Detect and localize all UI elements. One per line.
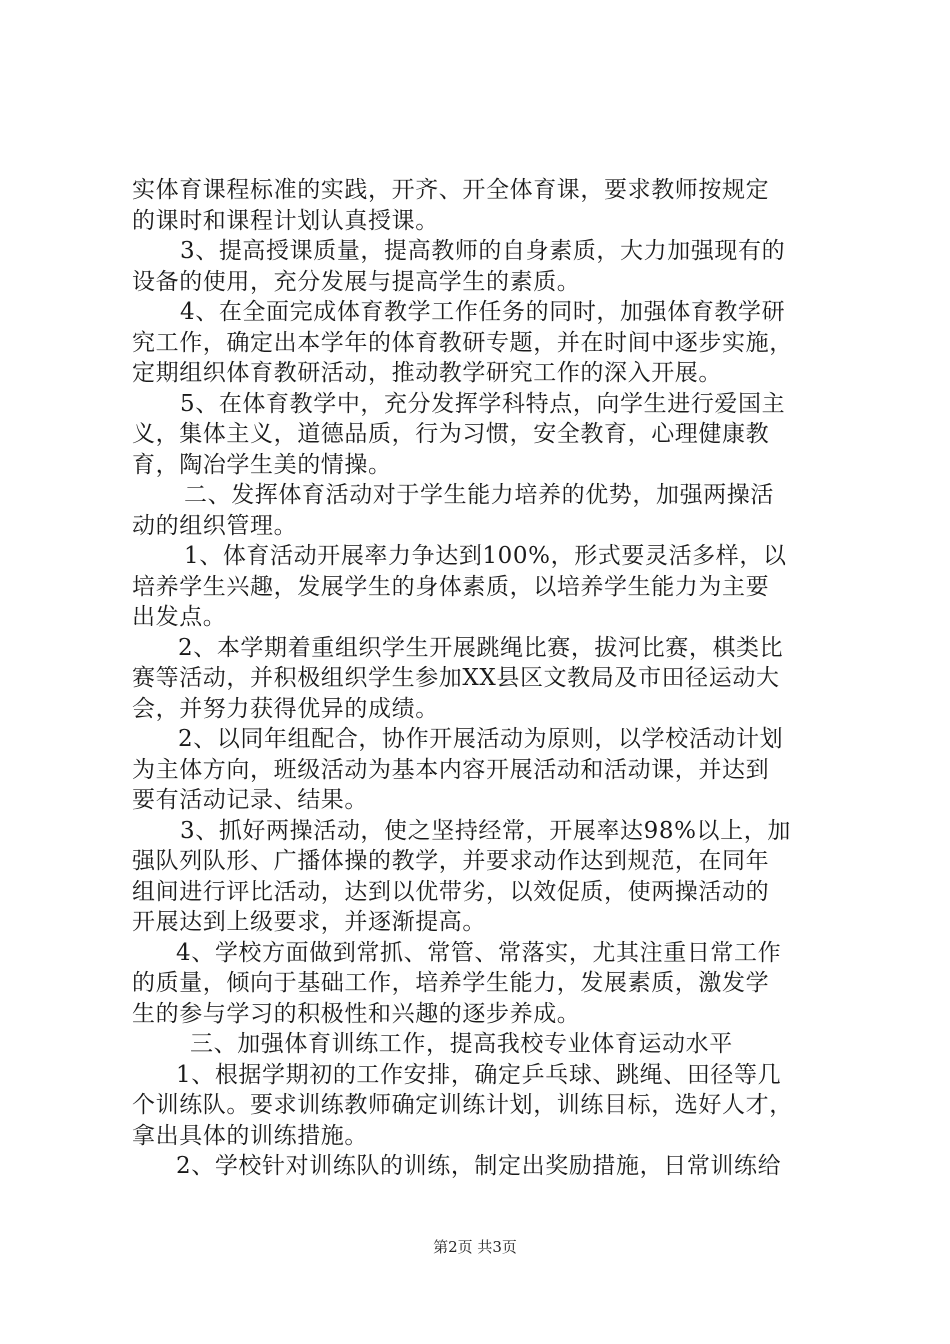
text-line: 究工作，确定出本学年的体育教研专题，并在时间中逐步实施，: [132, 329, 793, 356]
text-line: 的质量，倾向于基础工作，培养学生能力，发展素质，激发学: [132, 970, 770, 996]
text-line: 育，陶冶学生美的情操。: [132, 451, 392, 478]
text-line: 赛等活动，并积极组织学生参加XX县区文教局及市田径运动大: [132, 665, 780, 691]
text-line: 1、根据学期初的工作安排，确定乒乓球、跳绳、田径等几: [176, 1061, 782, 1088]
text-line: 1、体育活动开展率力争达到100%，形式要灵活多样，以: [184, 543, 787, 569]
text-line: 组间进行评比活动，达到以优带劣，以效促质，使两操活动的: [132, 878, 770, 905]
text-line: 拿出具体的训练措施。: [132, 1122, 368, 1149]
text-line: 出发点。: [132, 604, 227, 630]
text-line: 强队列队形、广播体操的教学，并要求动作达到规范，在同年: [132, 848, 770, 874]
text-line: 3、提高授课质量，提高教师的自身素质，大力加强现有的: [180, 238, 786, 264]
text-line: 实体育课程标准的实践，开齐、开全体育课，要求教师按规定: [132, 177, 770, 203]
text-line: 4、在全面完成体育教学工作任务的同时，加强体育教学研: [180, 299, 786, 325]
text-line: 开展达到上级要求，并逐渐提高。: [132, 909, 486, 935]
text-line: 生的参与学习的积极性和兴趣的逐步养成。: [132, 1000, 581, 1027]
text-line: 定期组织体育教研活动，推动教学研究工作的深入开展。: [132, 360, 722, 386]
text-line: 个训练队。要求训练教师确定训练计划，训练目标，选好人才，: [132, 1092, 793, 1118]
text-line: 为主体方向，班级活动为基本内容开展活动和活动课，并达到: [132, 756, 770, 783]
text-line: 要有活动记录、结果。: [132, 787, 368, 813]
page-footer: 第2页 共3页: [433, 1238, 517, 1256]
text-line: 义，集体主义，道德品质，行为习惯，安全教育，心理健康教: [132, 421, 770, 447]
text-line: 2、学校针对训练队的训练，制定出奖励措施，日常训练给: [176, 1153, 782, 1179]
text-line: 培养学生兴趣，发展学生的身体素质，以培养学生能力为主要: [132, 573, 770, 600]
text-line: 动的组织管理。: [132, 512, 298, 539]
document-body: [132, 175, 832, 1182]
text-line: 二、发挥体育活动对于学生能力培养的优势，加强两操活: [184, 482, 774, 508]
text-line: 会，并努力获得优异的成绩。: [132, 695, 439, 722]
text-line: 4、学校方面做到常抓、常管、常落实，尤其注重日常工作: [176, 939, 782, 966]
text-line: 2、本学期着重组织学生开展跳绳比赛，拔河比赛，棋类比: [178, 634, 784, 661]
text-line: 5、在体育教学中，充分发挥学科特点，向学生进行爱国主: [180, 390, 786, 417]
text-line: 3、抓好两操活动，使之坚持经常，开展率达98%以上，加: [180, 817, 791, 844]
text-line: 设备的使用，充分发展与提高学生的素质。: [132, 268, 581, 295]
text-line: 三、加强体育训练工作，提高我校专业体育运动水平: [190, 1031, 733, 1057]
text-line: 2、以同年组配合，协作开展活动为原则，以学校活动计划: [178, 726, 784, 752]
text-line: 的课时和课程计划认真授课。: [132, 207, 439, 234]
